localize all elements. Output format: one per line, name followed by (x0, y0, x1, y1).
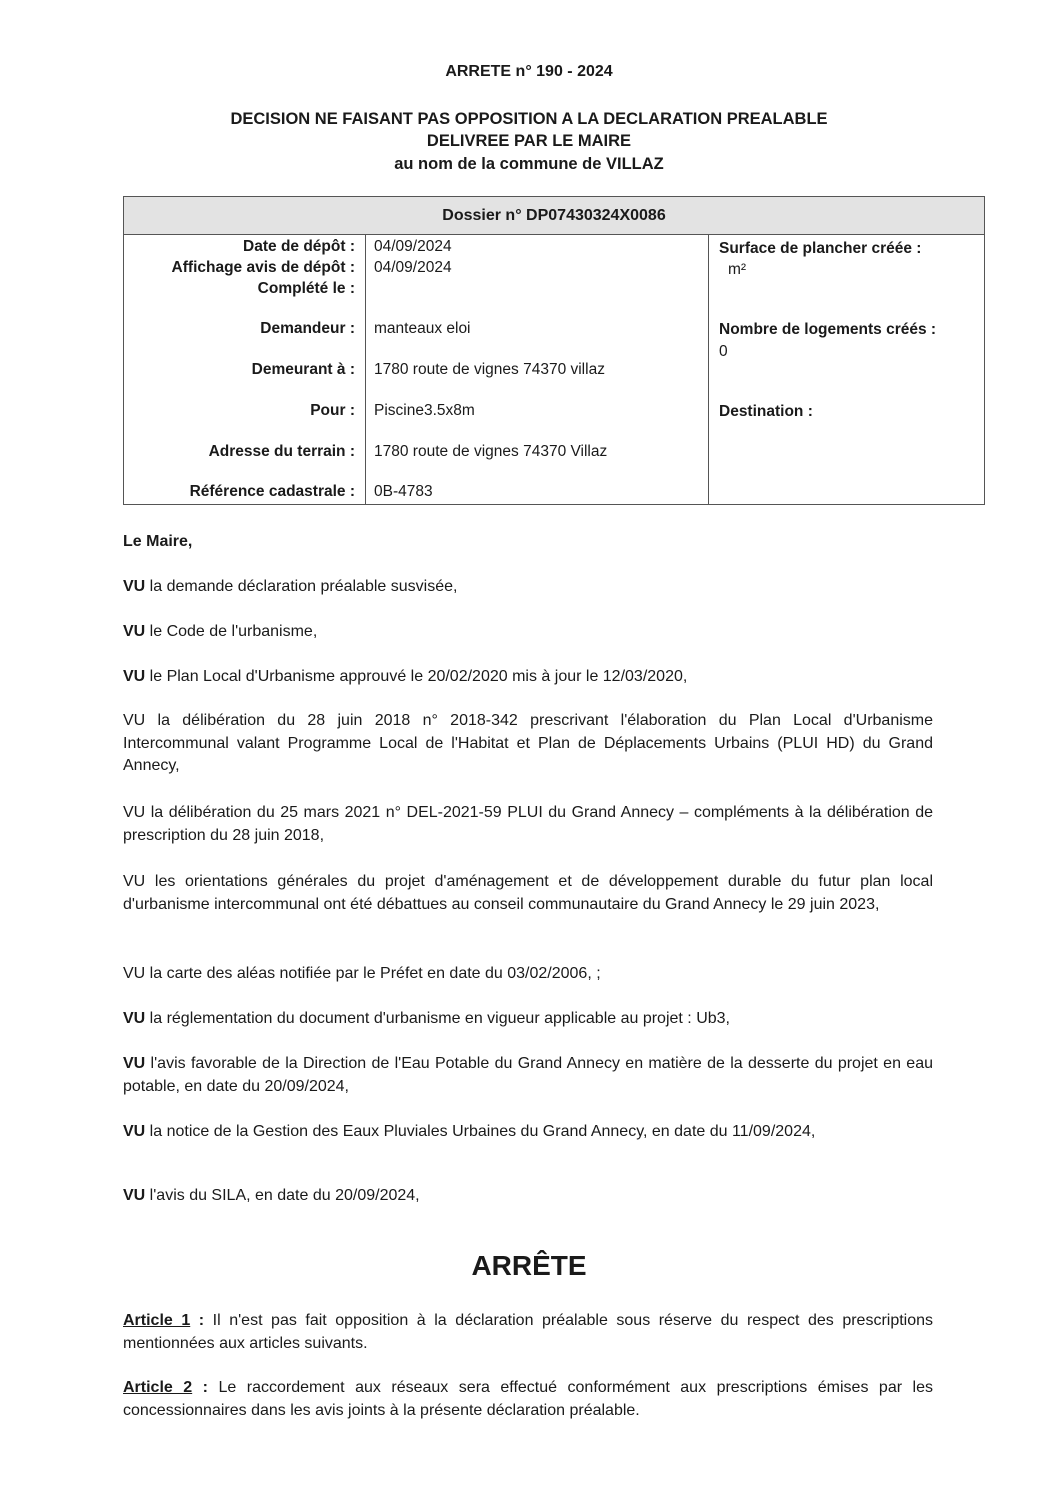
vu-paragraph (123, 963, 933, 986)
field-label-pour: Pour : (310, 402, 355, 419)
field-value-reference-cadastrale: 0B-4783 (374, 483, 433, 500)
logements-label: Nombre de logements créés : (719, 321, 937, 338)
vu-paragraph (123, 576, 933, 599)
vu-paragraph (123, 1053, 933, 1098)
vu-text: le Plan Local d'Urbanisme approuvé le 20/02/2020 mis à jour le 12/03/2020, (145, 668, 688, 685)
vu-paragraph (123, 1008, 933, 1031)
vu-keyword: VU (123, 873, 146, 890)
vu-keyword: VU (123, 965, 146, 982)
vu-paragraph (123, 802, 933, 847)
vu-text: la demande déclaration préalable susvisée, (145, 578, 458, 595)
field-value-pour: Piscine3.5x8m (374, 402, 475, 419)
vu-text: la notice de la Gestion des Eaux Pluviales Urbaines du Grand Annecy, en date du 11/09/2024, (145, 1123, 816, 1140)
article-2-text: Le raccordement aux réseaux sera effectué conformément aux prescriptions émises par les concessionnaires dans les avis joints à la présente déclaration préalable. (123, 1379, 934, 1419)
vu-text: la délibération du 28 juin 2018 n° 2018-342 prescrivant l'élaboration du Plan Local d'Urbanisme Intercommunal valant Programme Local de l'Habitat et Plan de Déplacements Urbains (PLUI HD) du Grand Annecy, (123, 712, 933, 774)
arrete-number: ARRETE n° 190 - 2024 (445, 63, 613, 80)
vu-text: le Code de l'urbanisme, (145, 623, 318, 640)
decision-title-line3: au nom de la commune de VILLAZ (394, 155, 664, 173)
field-label-affichage: Affichage avis de dépôt : (171, 259, 355, 276)
vu-keyword: VU (123, 578, 146, 595)
field-value-adresse-terrain: 1780 route de vignes 74370 Villaz (374, 443, 608, 460)
column-divider (365, 235, 366, 504)
field-label-date-depot: Date de dépôt : (243, 238, 355, 255)
article-2-separator: : (192, 1379, 219, 1396)
field-label-complete: Complété le : (257, 280, 355, 297)
article-1-label: Article 1 (123, 1312, 191, 1329)
vu-text: l'avis favorable de la Direction de l'Eau Potable du Grand Annecy en matière de la desserte du projet en eau potable, en date du 20/09/2024, (123, 1055, 933, 1095)
article-1-text: Il n'est pas fait opposition à la déclaration préalable sous réserve du respect des prescriptions mentionnées aux articles suivants. (123, 1312, 934, 1352)
dossier-title: Dossier n° DP07430324X0086 (124, 197, 984, 235)
vu-text: la délibération du 25 mars 2021 n° DEL-2021-59 PLUI du Grand Annecy – compléments à la délibération de prescription du 28 juin 2018, (123, 804, 933, 844)
le-maire: Le Maire, (123, 533, 193, 550)
article-1 (123, 1310, 933, 1355)
vu-keyword: VU (123, 1055, 146, 1072)
vu-keyword: VU (123, 1010, 146, 1027)
field-value-demeurant: 1780 route de vignes 74370 villaz (374, 361, 605, 378)
destination-label: Destination : (719, 403, 813, 420)
decision-title-line1: DECISION NE FAISANT PAS OPPOSITION A LA DECLARATION PREALABLE (230, 110, 828, 128)
vu-paragraph (123, 666, 933, 689)
arrete-title: ARRÊTE (471, 1250, 587, 1281)
vu-paragraph (123, 621, 933, 644)
vu-keyword: VU (123, 1187, 146, 1204)
vu-text: l'avis du SILA, en date du 20/09/2024, (145, 1187, 420, 1204)
field-label-demandeur: Demandeur : (260, 320, 355, 337)
logements-value: 0 (719, 343, 728, 360)
article-2 (123, 1377, 933, 1422)
decision-title-line2: DELIVREE PAR LE MAIRE (426, 132, 632, 150)
article-1-separator: : (190, 1312, 213, 1329)
field-value-demandeur: manteaux eloi (374, 320, 471, 337)
vu-paragraph (123, 710, 933, 778)
field-value-affichage: 04/09/2024 (374, 259, 452, 276)
vu-text: la carte des aléas notifiée par le Préfet en date du 03/02/2006, ; (145, 965, 601, 982)
vu-text: les orientations générales du projet d'aménagement et de développement durable du futur plan local d'urbanisme intercommunal ont été débattues au conseil communautaire du Grand Annecy le 29 juin 2023, (123, 873, 933, 913)
vu-keyword: VU (123, 804, 146, 821)
vu-keyword: VU (123, 1123, 146, 1140)
field-value-date-depot: 04/09/2024 (374, 238, 452, 255)
field-label-adresse-terrain: Adresse du terrain : (208, 443, 355, 460)
vu-keyword: VU (123, 712, 146, 729)
field-label-demeurant: Demeurant à : (251, 361, 355, 378)
vu-keyword: VU (123, 668, 146, 685)
field-label-reference-cadastrale: Référence cadastrale : (189, 483, 355, 500)
vu-paragraph (123, 1121, 933, 1144)
article-2-label: Article 2 (123, 1379, 193, 1396)
dossier-box (123, 196, 985, 505)
surface-label: Surface de plancher créée : (719, 240, 922, 257)
vu-keyword: VU (123, 623, 146, 640)
vu-paragraph (123, 871, 933, 916)
vu-paragraph (123, 1185, 933, 1208)
column-divider (708, 235, 709, 504)
vu-text: la réglementation du document d'urbanisme en vigueur applicable au projet : Ub3, (145, 1010, 730, 1027)
surface-value: m² (728, 261, 747, 278)
